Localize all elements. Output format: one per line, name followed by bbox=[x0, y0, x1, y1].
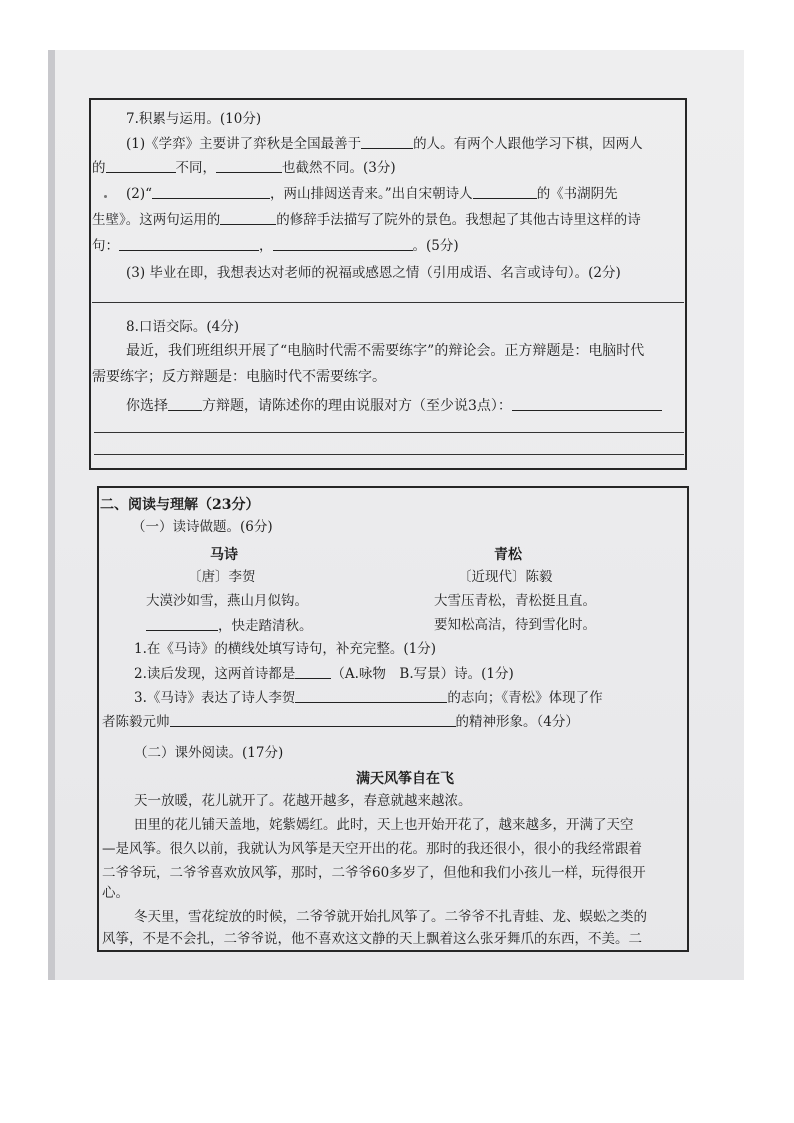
q8-line2: 需要练字；反方辩题是：电脑时代不需要练字。 bbox=[92, 369, 386, 385]
q7-item1-line2: 的 不同， 也截然不同。(3分) bbox=[92, 160, 396, 176]
answer-blank[interactable] bbox=[512, 396, 662, 411]
section2-heading: 二、阅读与理解（23分） bbox=[100, 497, 260, 513]
q7-item1-line1: (1)《学弈》主要讲了弈秋是全国最善于 的人。有两个人跟他学习下棋，因两人 bbox=[126, 136, 643, 152]
answer-blank[interactable] bbox=[216, 158, 282, 173]
answer-blank[interactable] bbox=[168, 396, 202, 411]
q8-line3: 你选择 方辩题，请陈述你的理由说服对方（至少说3点）： bbox=[126, 396, 662, 415]
photo-edge-shadow bbox=[48, 50, 55, 980]
article-para2-line1: 田里的花儿铺天盖地，姹紫嫣红。此时，天上也开始开花了，越来越多，开满了天空 bbox=[134, 817, 634, 833]
answer-blank[interactable] bbox=[361, 134, 413, 149]
answer-blank[interactable] bbox=[106, 158, 176, 173]
answer-blank[interactable] bbox=[295, 664, 331, 679]
q8-heading: 8.口语交际。(4分) bbox=[126, 319, 240, 335]
q7-heading: 7.积累与运用。(10分) bbox=[126, 111, 262, 127]
answer-blank[interactable] bbox=[273, 236, 413, 251]
poem2-line2: 要知松高洁，待到雪化时。 bbox=[434, 617, 596, 633]
article-para3-line2: 风筝，不是不会扎，二爷爷说，他不喜欢这文静的天上飘着这么张牙舞爪的东西，不美。二 bbox=[102, 931, 642, 947]
q7-item2-line2: 生壁》。这两句运用的 的修辞手法描写了院外的景色。我想起了其他古诗里这样的诗 bbox=[92, 212, 641, 228]
part1-heading: （一）读诗做题。(6分) bbox=[132, 519, 273, 535]
question-2: 2.读后发现，这两首诗都是 （A.咏物 B.写景）诗。(1分) bbox=[134, 666, 514, 682]
poem1-title: 马诗 bbox=[210, 547, 238, 563]
answer-line[interactable] bbox=[94, 454, 684, 455]
q7-item3: (3) 毕业在即，我想表达对老师的祝福或感恩之情（引用成语、名言或诗句）。(2分) bbox=[126, 265, 621, 281]
question-3-line1: 3.《马诗》表达了诗人李贺 的志向；《青松》体现了作 bbox=[134, 690, 603, 706]
q7-item2-line1: (2)“ ，两山排闼送青来。”出自宋朝诗人 的《书湖阴先 bbox=[126, 186, 618, 202]
article-para1: 天一放暖，花儿就开了。花越开越多，春意就越来越浓。 bbox=[134, 793, 472, 809]
q7-item2-line3: 句： ， 。(5分) bbox=[92, 238, 459, 254]
question-1: 1.在《马诗》的横线处填写诗句，补充完整。(1分) bbox=[134, 641, 437, 657]
question-3-line2: 者陈毅元帅 的精神形象。（4分） bbox=[102, 714, 579, 730]
answer-blank[interactable] bbox=[152, 184, 270, 199]
part2-heading: （二）课外阅读。(17分) bbox=[134, 745, 284, 761]
article-para3-line1: 冬天里，雪花绽放的时候，二爷爷就开始扎风筝了。二爷爷不扎青蛙、龙、蜈蚣之类的 bbox=[134, 909, 647, 925]
poem2-line1: 大雪压青松，青松挺且直。 bbox=[434, 593, 596, 609]
answer-blank[interactable] bbox=[146, 616, 218, 631]
answer-blank[interactable] bbox=[170, 712, 456, 727]
article-para2-line2: —是风筝。很久以前，我就认为风筝是天空开出的花。那时的我还很小，很小的我经常跟着 bbox=[102, 841, 642, 857]
scanned-exam-page bbox=[48, 50, 744, 980]
article-para2-line3: 二爷爷玩，二爷爷喜欢放风筝，那时，二爷爷60多岁了，但他和我们小孩儿一样，玩得很开 bbox=[102, 865, 646, 881]
answer-line[interactable] bbox=[94, 432, 684, 433]
poem1-line2: ，快走踏清秋。 bbox=[146, 616, 313, 635]
answer-blank[interactable] bbox=[119, 236, 259, 251]
article-title: 满天风筝自在飞 bbox=[356, 771, 454, 787]
poem1-line1: 大漠沙如雪，燕山月似钩。 bbox=[146, 593, 308, 609]
answer-blank[interactable] bbox=[473, 184, 537, 199]
q8-line1: 最近，我们班组织开展了“电脑时代需不需要练字”的辩论会。正方辩题是：电脑时代 bbox=[126, 343, 645, 359]
article-para2-line4: 心。 bbox=[102, 885, 129, 901]
answer-blank[interactable] bbox=[295, 688, 447, 703]
poem2-title: 青松 bbox=[494, 547, 522, 563]
answer-line[interactable] bbox=[92, 302, 684, 303]
answer-blank[interactable] bbox=[220, 210, 276, 225]
poem1-author: 〔唐〕李贺 bbox=[188, 569, 256, 585]
poem2-author: 〔近现代〕陈毅 bbox=[458, 569, 553, 585]
